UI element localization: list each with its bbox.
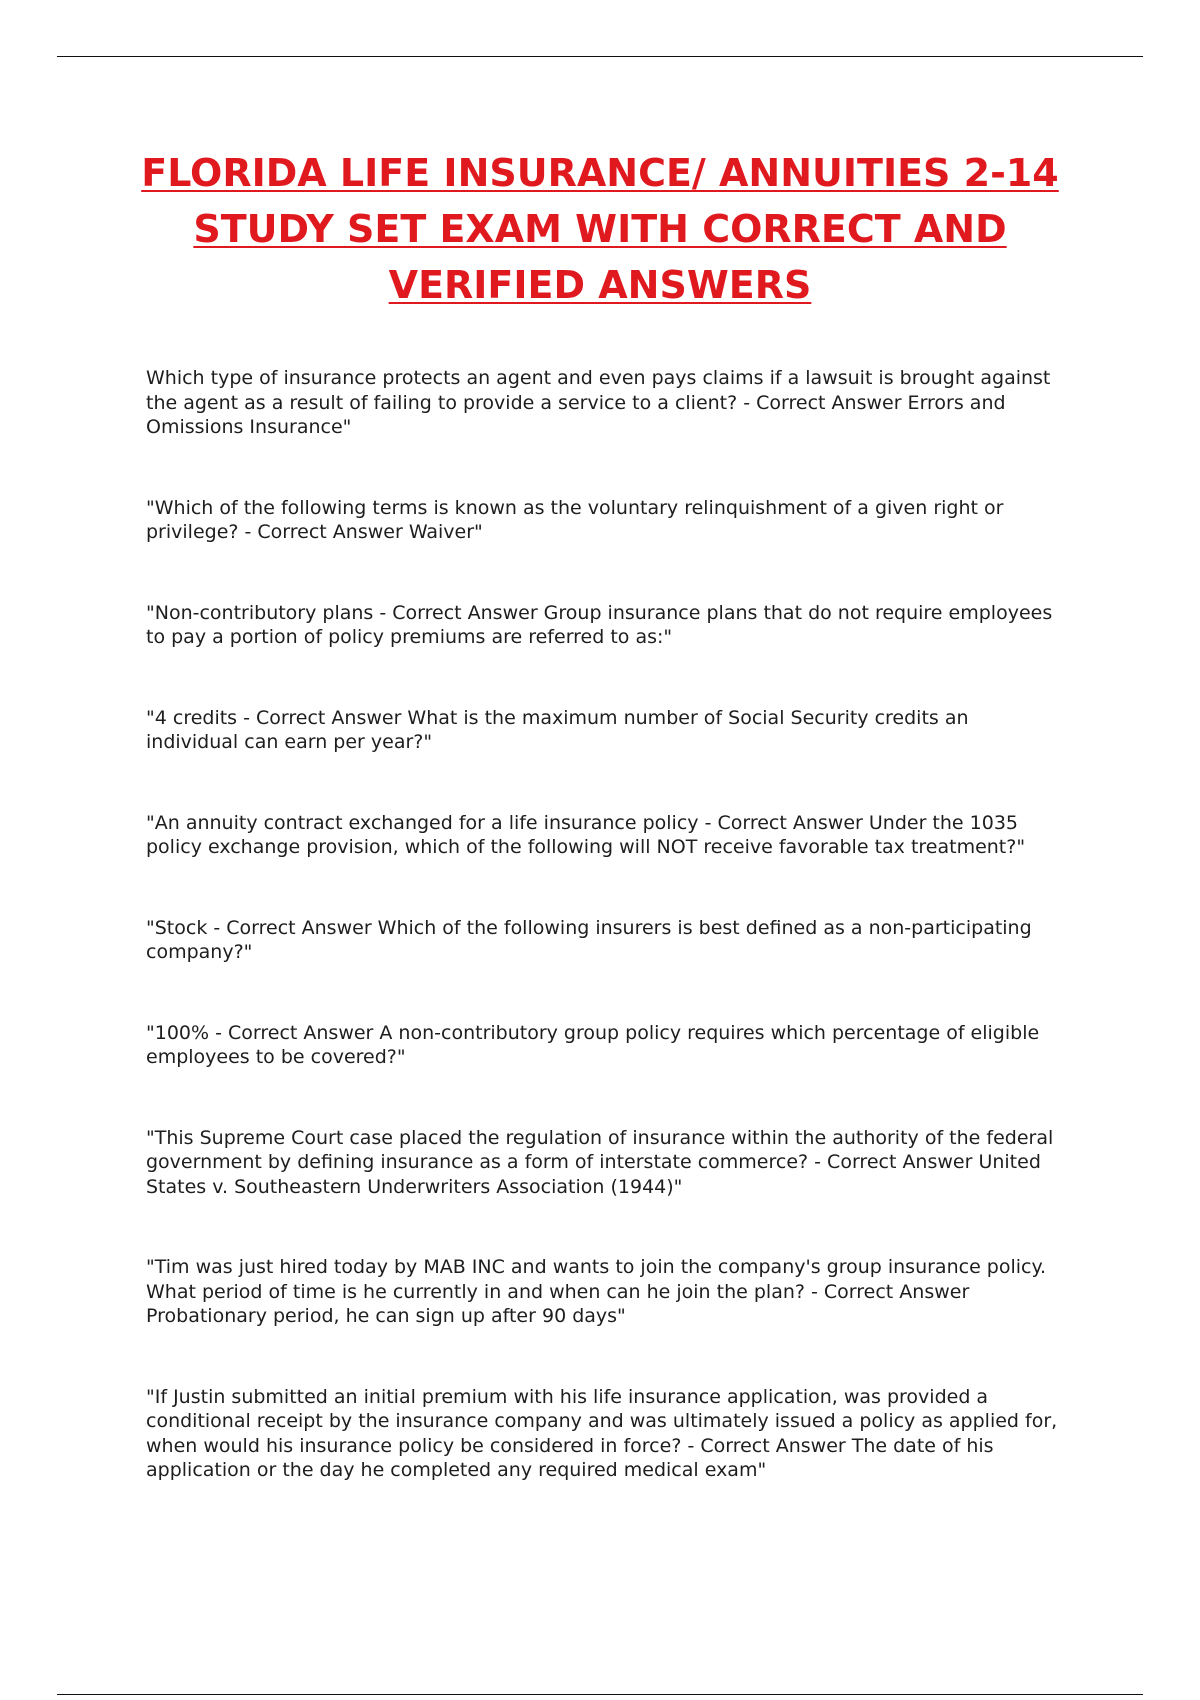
qa-list xyxy=(146,366,1066,1539)
qa-entry-4: "4 credits - Correct Answer What is the maximum number of Social Security credits an individual can earn per year?" xyxy=(146,706,969,753)
qa-entry-1: Which type of insurance protects an agent and even pays claims if a lawsuit is brought against the agent as a result of failing to provide a service to a client? - Correct Answer Errors and Omissions Insurance" xyxy=(146,367,1051,438)
page-bottom-rule xyxy=(57,1694,1143,1695)
qa-entry-8: "This Supreme Court case placed the regulation of insurance within the authority of the federal government by defining insurance as a form of interstate commerce? - Correct Answer United States v. Southeastern Underwriters Association (1944)" xyxy=(146,1126,1054,1198)
qa-entry-9: "Tim was just hired today by MAB INC and wants to join the company's group insurance policy. What period of time is he currently in and when can he join the plan? - Correct Answer Probationary period, he can sign up after 90 days" xyxy=(146,1256,1047,1327)
qa-entry-10: "If Justin submitted an initial premium with his life insurance application, was provided a conditional receipt by the insurance company and was ultimately issued a policy as applied for, when would his insurance policy be considered in force? - Correct Answer The date of his application or the day he completed any required medical exam" xyxy=(146,1385,1058,1481)
qa-entry-2: "Which of the following terms is known as the voluntary relinquishment of a given right or privilege? - Correct Answer Waiver" xyxy=(146,496,1004,543)
qa-entry-6: "Stock - Correct Answer Which of the following insurers is best defined as a non-participating company?" xyxy=(146,916,1032,963)
document-title: FLORIDA LIFE INSURANCE/ ANNUITIES 2-14 STUDY SET EXAM WITH CORRECT AND VERIFIED ANSWERS xyxy=(141,151,1059,307)
page-top-rule xyxy=(57,56,1143,57)
qa-entry-5: "An annuity contract exchanged for a life insurance policy - Correct Answer Under the 1035 policy exchange provision, which of the following will NOT receive favorable tax treatment?" xyxy=(146,811,1026,858)
qa-entry-3: "Non-contributory plans - Correct Answer Group insurance plans that do not require employees to pay a portion of policy premiums are referred to as:" xyxy=(146,601,1053,648)
qa-entry-7: "100% - Correct Answer A non-contributory group policy requires which percentage of eligible employees to be covered?" xyxy=(146,1021,1040,1068)
